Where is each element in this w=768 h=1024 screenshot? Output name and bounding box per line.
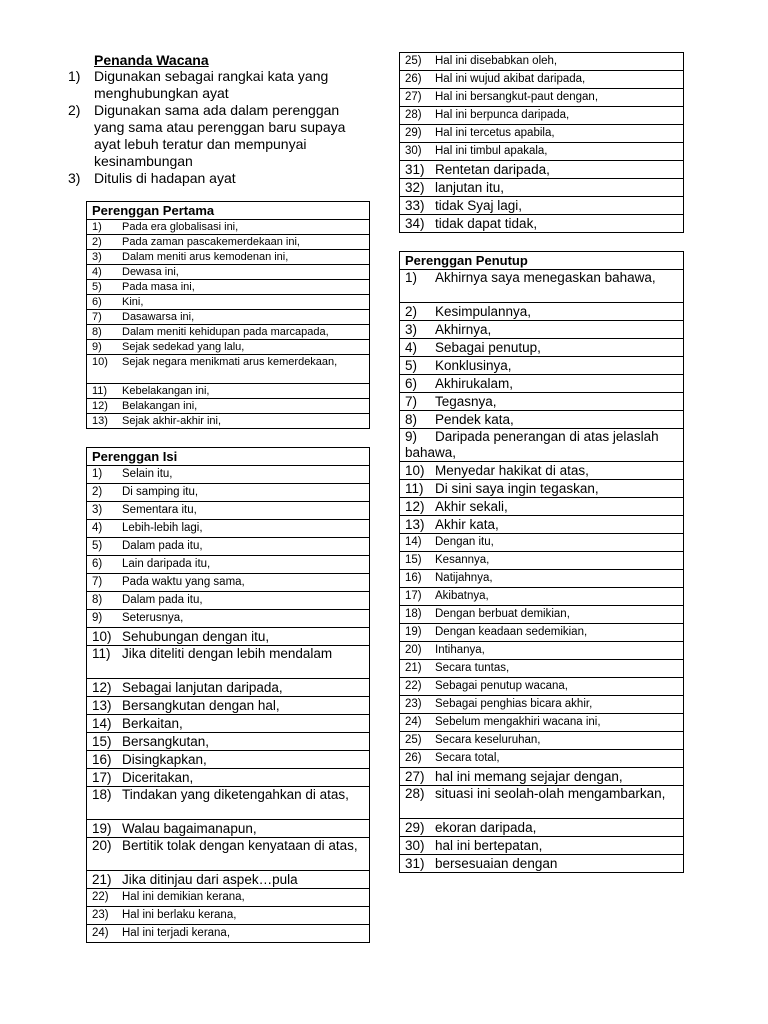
row-text: Sebagai penghias bicara akhir,	[435, 698, 593, 710]
table-row	[400, 393, 684, 411]
perenggan-isi-table-continued	[399, 52, 684, 233]
row-number: 24)	[92, 927, 109, 939]
row-number: 2)	[405, 304, 418, 319]
row-text: Akibatnya,	[435, 590, 489, 602]
table-row	[400, 179, 684, 197]
table-row	[87, 610, 370, 628]
row-number: 19)	[405, 626, 422, 638]
table-row	[87, 871, 370, 889]
row-number: 2)	[92, 236, 102, 248]
row-number: 16)	[405, 572, 422, 584]
row-number: 11)	[92, 646, 111, 661]
row-text: Bersangkutan dengan hal,	[122, 698, 280, 713]
row-number: 21)	[92, 872, 112, 887]
table-row	[400, 143, 684, 161]
row-text: Sehubungan dengan itu,	[122, 629, 270, 644]
row-number: 9)	[405, 429, 418, 444]
row-text: Akhirnya saya menegaskan bahawa,	[435, 270, 656, 285]
table-row	[400, 411, 684, 429]
row-number: 20)	[92, 838, 112, 853]
row-text: Kesannya,	[435, 554, 490, 566]
row-text: Akhir kata,	[435, 517, 499, 532]
row-text: Sejak akhir-akhir ini,	[122, 415, 222, 427]
row-text: Secara tuntas,	[435, 662, 510, 674]
row-text: situasi ini seolah-olah mengambarkan,	[435, 786, 666, 801]
row-number: 10)	[92, 629, 112, 644]
intro-item: 1) Digunakan sebagai rangkai kata yang menghubungkan ayat	[68, 68, 329, 101]
row-text: Dalam meniti kehidupan pada marcapada,	[122, 326, 329, 338]
row-text: Rentetan daripada,	[435, 162, 550, 177]
row-number: 17)	[405, 590, 422, 602]
row-text: Pada masa ini,	[122, 281, 195, 293]
row-text: Kebelakangan ini,	[122, 385, 210, 397]
row-text: Menyedar hakikat di atas,	[435, 463, 589, 478]
row-text: Bertitik tolak dengan kenyataan di atas,	[122, 838, 358, 853]
row-number: 25)	[405, 734, 422, 746]
row-text: Diceritakan,	[122, 770, 194, 785]
table-row	[400, 819, 684, 837]
row-text: Hal ini berpunca daripada,	[435, 109, 570, 121]
row-number: 4)	[405, 340, 418, 355]
row-number: 10)	[92, 356, 108, 368]
table-row	[400, 696, 684, 714]
row-text: Dengan itu,	[435, 536, 494, 548]
row-number: 12)	[92, 400, 108, 412]
table-row	[400, 624, 684, 642]
row-number: 30)	[405, 145, 422, 157]
table-row	[400, 750, 684, 768]
row-number: 7)	[92, 311, 102, 323]
row-number: 21)	[405, 662, 422, 674]
table-row	[87, 355, 370, 384]
table-row	[87, 925, 370, 943]
table-row	[400, 462, 684, 480]
table-row	[400, 498, 684, 516]
table-row	[400, 161, 684, 179]
row-text: Dalam pada itu,	[122, 594, 203, 606]
row-text: Hal ini timbul apakala,	[435, 145, 548, 157]
table-row	[400, 215, 684, 233]
table-row	[400, 768, 684, 786]
row-number: 11)	[405, 481, 424, 496]
row-text: Walau bagaimanapun,	[122, 821, 257, 836]
row-number: 14)	[405, 536, 422, 548]
row-text: Hal ini disebabkan oleh,	[435, 55, 558, 67]
row-number: 16)	[92, 752, 112, 767]
table-row	[87, 679, 370, 697]
table-row	[400, 660, 684, 678]
row-number: 5)	[405, 358, 418, 373]
table-row	[87, 250, 370, 265]
table-header: Perenggan Pertama	[87, 202, 370, 220]
row-text: Lebih-lebih lagi,	[122, 522, 203, 534]
table-row	[400, 339, 684, 357]
row-text: Hal ini demikian kerana,	[122, 891, 245, 903]
table-row	[400, 642, 684, 660]
row-text: Sebagai lanjutan daripada,	[122, 680, 283, 695]
row-number: 28)	[405, 786, 425, 801]
row-number: 25)	[405, 55, 422, 67]
row-text: Natijahnya,	[435, 572, 493, 584]
row-text: ekoran daripada,	[435, 820, 537, 835]
intro-item: 3) Ditulis di hadapan ayat	[68, 170, 236, 186]
table-row	[400, 732, 684, 750]
row-number: 2)	[92, 486, 103, 498]
row-number: 26)	[405, 752, 422, 764]
table-row	[400, 71, 684, 89]
table-row	[87, 715, 370, 733]
row-number: 18)	[405, 608, 422, 620]
row-number: 34)	[405, 216, 425, 231]
row-number: 29)	[405, 127, 422, 139]
table-row	[87, 220, 370, 235]
perenggan-penutup-table	[399, 251, 684, 873]
row-number: 27)	[405, 769, 425, 784]
table-row	[87, 646, 370, 679]
row-number: 30)	[405, 838, 425, 853]
row-text: Dalam pada itu,	[122, 540, 203, 552]
table-row	[87, 556, 370, 574]
row-text: Pada era globalisasi ini,	[122, 221, 239, 233]
table-row	[87, 265, 370, 280]
table-row	[87, 414, 370, 429]
table-row	[87, 235, 370, 250]
table-row	[400, 89, 684, 107]
row-number: 3)	[405, 322, 418, 337]
row-text: Di samping itu,	[122, 486, 199, 498]
row-text: Tegasnya,	[435, 394, 497, 409]
row-text: Akhir sekali,	[435, 499, 508, 514]
row-number: 26)	[405, 73, 422, 85]
row-text: Secara keseluruhan,	[435, 734, 541, 746]
row-text: Dewasa ini,	[122, 266, 179, 278]
row-number: 23)	[405, 698, 422, 710]
row-number: 14)	[92, 716, 112, 731]
row-text: Jika diteliti dengan lebih mendalam	[122, 646, 333, 661]
row-number: 5)	[92, 281, 102, 293]
row-number: 20)	[405, 644, 422, 656]
row-text: Hal ini wujud akibat daripada,	[435, 73, 586, 85]
table-row	[400, 714, 684, 732]
row-text: Hal ini berlaku kerana,	[122, 909, 237, 921]
row-number: 28)	[405, 109, 422, 121]
row-text: Selain itu,	[122, 468, 173, 480]
table-row	[87, 310, 370, 325]
table-row	[400, 837, 684, 855]
table-row	[400, 588, 684, 606]
table-row	[400, 678, 684, 696]
table-row	[400, 516, 684, 534]
row-number: 33)	[405, 198, 425, 213]
table-row	[400, 429, 684, 462]
row-text: Konklusinya,	[435, 358, 512, 373]
table-row	[87, 733, 370, 751]
row-number: 23)	[92, 909, 109, 921]
row-number: 24)	[405, 716, 422, 728]
table-row	[87, 325, 370, 340]
table-row	[87, 295, 370, 310]
table-row	[400, 786, 684, 819]
row-text: Tindakan yang diketengahkan di atas,	[122, 787, 349, 802]
row-number: 11)	[92, 385, 108, 397]
row-text: Pada zaman pascakemerdekaan ini,	[122, 236, 300, 248]
table-row	[400, 480, 684, 498]
table-row	[87, 838, 370, 871]
row-number: 7)	[405, 394, 418, 409]
row-text: Seterusnya,	[122, 612, 184, 624]
row-number: 6)	[92, 296, 102, 308]
row-number: 6)	[92, 558, 103, 570]
row-text: Belakangan ini,	[122, 400, 198, 412]
table-row	[400, 606, 684, 624]
row-text: bersesuaian dengan	[435, 856, 558, 871]
table-header: Perenggan Isi	[87, 448, 370, 466]
row-text: Secara total,	[435, 752, 500, 764]
row-text: Dasawarsa ini,	[122, 311, 195, 323]
row-text: Sejak sedekad yang lalu,	[122, 341, 245, 353]
row-text: Jika ditinjau dari aspek…pula	[122, 872, 298, 887]
row-number: 3)	[92, 251, 102, 263]
row-number: 10)	[405, 463, 425, 478]
row-number: 6)	[405, 376, 418, 391]
row-number: 32)	[405, 180, 425, 195]
row-number: 17)	[92, 770, 112, 785]
table-row	[400, 357, 684, 375]
row-number: 12)	[92, 680, 112, 695]
row-text: Disingkapkan,	[122, 752, 207, 767]
table-row	[87, 592, 370, 610]
row-text: Lain daripada itu,	[122, 558, 211, 570]
row-text: Kini,	[122, 296, 144, 308]
row-number: 1)	[92, 221, 102, 233]
row-number: 15)	[92, 734, 112, 749]
row-number: 12)	[405, 499, 425, 514]
left-column	[68, 52, 370, 943]
table-row	[87, 889, 370, 907]
row-text: Sebelum mengakhiri wacana ini,	[435, 716, 601, 728]
table-row	[400, 53, 684, 71]
table-row	[400, 125, 684, 143]
table-row	[87, 384, 370, 399]
row-text: Sejak negara menikmati arus kemerdekaan,	[122, 356, 338, 368]
row-number: 13)	[405, 517, 425, 532]
row-text: Kesimpulannya,	[435, 304, 532, 319]
row-number: 8)	[92, 594, 103, 606]
table-row	[400, 570, 684, 588]
table-row	[87, 574, 370, 592]
row-number: 31)	[405, 856, 425, 871]
right-column	[399, 52, 684, 873]
table-row	[87, 697, 370, 715]
row-text: Intihanya,	[435, 644, 485, 656]
row-text: Hal ini bersangkut-paut dengan,	[435, 91, 599, 103]
table-row	[87, 628, 370, 646]
table-row	[87, 466, 370, 484]
row-number: 22)	[405, 680, 422, 692]
table-row	[87, 484, 370, 502]
row-number: 8)	[92, 326, 102, 338]
table-row	[400, 375, 684, 393]
row-text: Hal ini tercetus apabila,	[435, 127, 555, 139]
table-row	[400, 855, 684, 873]
row-text: Pada waktu yang sama,	[122, 576, 245, 588]
row-text: Sementara itu,	[122, 504, 197, 516]
table-row	[87, 751, 370, 769]
row-number: 18)	[92, 787, 112, 802]
table-row	[87, 340, 370, 355]
table-row	[87, 787, 370, 820]
perenggan-isi-table	[86, 447, 370, 943]
row-number: 1)	[92, 468, 103, 480]
row-text: Bersangkutan,	[122, 734, 210, 749]
row-text: Dengan keadaan sedemikian,	[435, 626, 588, 638]
row-number: 1)	[405, 270, 418, 285]
row-text: hal ini memang sejajar dengan,	[435, 769, 623, 784]
table-row	[87, 538, 370, 556]
row-text: Dalam meniti arus kemodenan ini,	[122, 251, 289, 263]
row-text: Akhirnya,	[435, 322, 492, 337]
row-number: 4)	[92, 522, 103, 534]
row-number: 22)	[92, 891, 109, 903]
table-row	[400, 303, 684, 321]
row-number: 3)	[92, 504, 103, 516]
row-number: 7)	[92, 576, 103, 588]
table-row	[87, 520, 370, 538]
intro-item: 2) Digunakan sama ada dalam perenggan yang sama atau perenggan baru supaya ayat lebuh teratur dan mempunyai kesinambungan	[68, 102, 346, 169]
table-row	[87, 907, 370, 925]
table-row	[87, 399, 370, 414]
table-row	[87, 769, 370, 787]
row-number: 9)	[92, 341, 102, 353]
perenggan-pertama-table	[86, 201, 370, 429]
row-number: 19)	[92, 821, 112, 836]
row-number: 29)	[405, 820, 425, 835]
row-number: 15)	[405, 554, 422, 566]
row-text: tidak Syaj lagi,	[435, 198, 523, 213]
table-row	[400, 197, 684, 215]
row-text: Dengan berbuat demikian,	[435, 608, 570, 620]
row-text: Berkaitan,	[122, 716, 183, 731]
row-text: Di sini saya ingin tegaskan,	[435, 481, 599, 496]
row-text: Hal ini terjadi kerana,	[122, 927, 231, 939]
table-row	[400, 270, 684, 303]
table-row	[87, 820, 370, 838]
row-text: Sebagai penutup wacana,	[435, 680, 568, 692]
row-text: Daripada penerangan di atas jelaslah bahawa,	[405, 429, 659, 460]
row-text: tidak dapat tidak,	[435, 216, 538, 231]
row-number: 27)	[405, 91, 422, 103]
row-number: 13)	[92, 698, 112, 713]
intro-title: Penanda Wacana	[94, 52, 209, 68]
row-text: Akhirukalam,	[435, 376, 514, 391]
table-row	[400, 534, 684, 552]
row-text: Pendek kata,	[435, 412, 514, 427]
table-header: Perenggan Penutup	[400, 252, 684, 270]
row-number: 13)	[92, 415, 108, 427]
row-text: Sebagai penutup,	[435, 340, 541, 355]
row-number: 9)	[92, 612, 103, 624]
table-row	[87, 502, 370, 520]
row-text: hal ini bertepatan,	[435, 838, 543, 853]
table-row	[400, 321, 684, 339]
row-number: 8)	[405, 412, 418, 427]
table-row	[87, 280, 370, 295]
row-number: 5)	[92, 540, 103, 552]
row-text: lanjutan itu,	[435, 180, 505, 195]
table-row	[400, 107, 684, 125]
row-number: 4)	[92, 266, 102, 278]
table-row	[400, 552, 684, 570]
row-number: 31)	[405, 162, 425, 177]
